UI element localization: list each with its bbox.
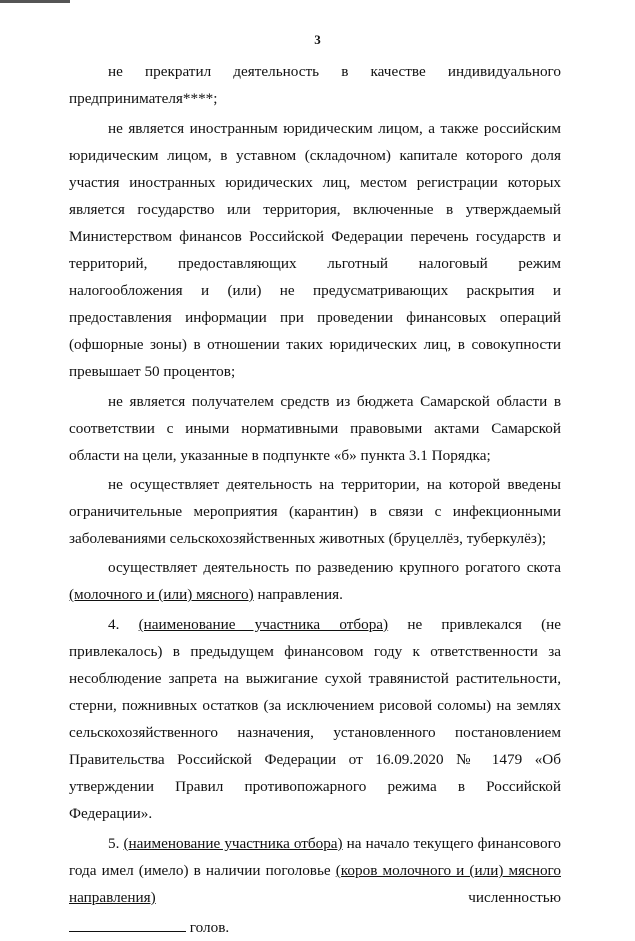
paragraph-entrepreneur: не прекратил деятельность в качестве индивидуального предпринимателя****; bbox=[69, 63, 561, 107]
paragraph-herd-count bbox=[69, 914, 561, 941]
participant-name-field: (наименование участника отбора) bbox=[138, 616, 389, 633]
paragraph-foreign-entity: не является иностранным юридическим лицом, а также российским юридическим лицом, в уставном (складочном) капитале которого доля участия иностранных юридических лиц, местом регистрации которых является государство или территория, включенные в утверждаемый Министерством финансов Российской Федерации перечень государств и территорий, предоставляющих льготный налоговый режим налогообложения и (или) не предусматривающих раскрытия и предоставления информации при проведении финансовых операций (офшорные зоны) в отношении таких юридических лиц, в совокупности превышает 50 процентов; bbox=[69, 120, 561, 380]
item-5-text: на начало текущего финансового года имел (имело) в наличии поголовье bbox=[69, 835, 562, 879]
item-4-text: не привлекался (не привлекалось) в предыдущем финансовом году к ответственности за несоблюдение запрета на выжигание сухой травянистой растительности, стерни, пожнивных остатков (за исключением рисовой соломы) на землях сельскохозяйственного назначения, установленного постановлением Правительства Российской Федерации от 16.09.2020 № 1479 «Об утверждении Правил противопожарного режима в Российской Федерации». bbox=[69, 616, 562, 822]
paragraph-item-4 bbox=[69, 611, 561, 827]
paragraph-budget-funds: не является получателем средств из бюджета Самарской области в соответствии с иными нормативными правовыми актами Самарской области на цели, указанные в подпункте «б» пункта 3.1 Порядка; bbox=[69, 393, 561, 464]
item-5-text-2: численностью bbox=[155, 889, 561, 906]
participant-name-field-2: (наименование участника отбора) bbox=[123, 835, 343, 852]
item-5-number: 5. bbox=[108, 835, 124, 852]
paragraph-cattle-breeding bbox=[69, 554, 561, 608]
page-number: 3 bbox=[314, 32, 321, 47]
herd-direction-field: (коров молочного и (или) мясного направления) bbox=[69, 862, 561, 906]
herd-count-tail: голов. bbox=[186, 919, 230, 936]
paragraph-item-5 bbox=[69, 830, 561, 911]
top-edge-line bbox=[0, 0, 70, 3]
paragraph-quarantine: не осуществляет деятельность на территории, на которой введены ограничительные мероприятия (карантин) в связи с инфекционными заболеваниями сельскохозяйственных животных (бруцеллёз, туберкулёз); bbox=[69, 476, 561, 547]
item-4-number: 4. bbox=[108, 616, 139, 633]
cattle-breeding-tail: направления. bbox=[253, 586, 343, 603]
cattle-breeding-text: осуществляет деятельность по разведению крупного рогатого скота bbox=[108, 559, 561, 576]
cattle-direction-field: (молочного и (или) мясного) bbox=[69, 586, 254, 603]
document-body bbox=[69, 58, 561, 941]
herd-count-blank bbox=[69, 915, 186, 932]
